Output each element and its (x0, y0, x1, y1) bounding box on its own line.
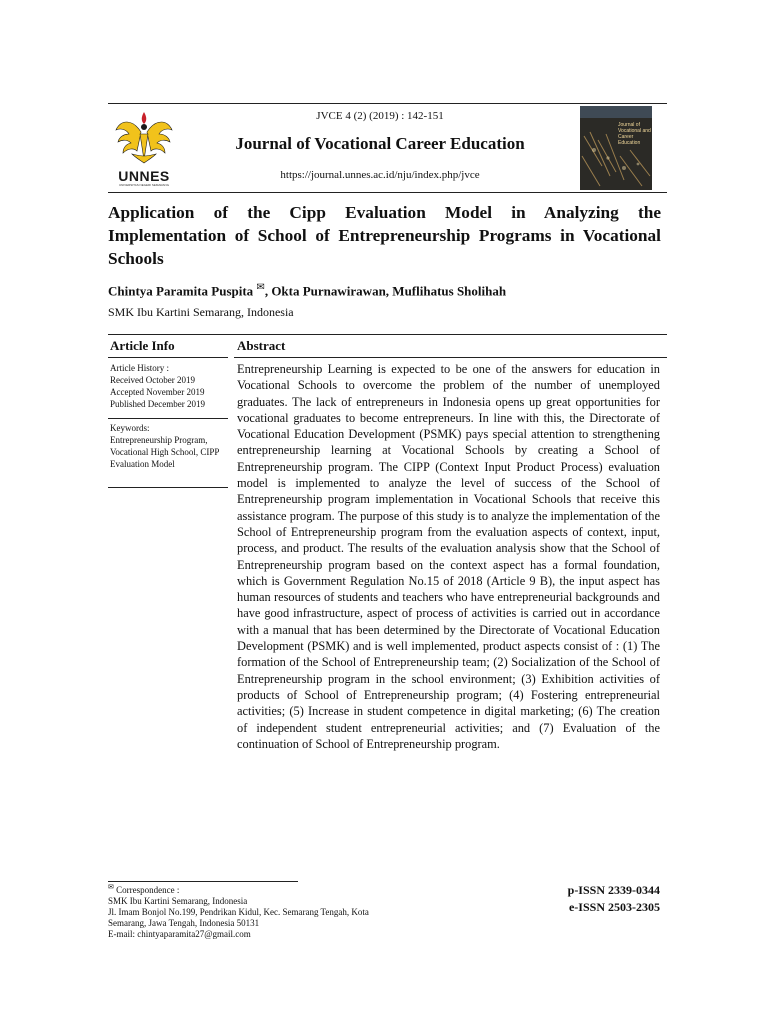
article-title: Application of the Cipp Evaluation Model in Analyzing the Implementation of School of Entrepreneurship Programs in Vocational Schools (108, 203, 661, 268)
article-history (110, 362, 230, 410)
correspondence-label: Correspondence : (116, 885, 180, 895)
p-issn: p-ISSN 2339-0344 (567, 883, 660, 897)
unnes-logo (110, 108, 178, 188)
journal-cover-image (580, 106, 652, 190)
keywords-list: Entrepreneurship Program, Vocational High School, CIPP Evaluation Model (110, 435, 220, 469)
keywords-block (110, 422, 230, 470)
accepted-date: Accepted November 2019 (110, 387, 205, 397)
correspondence-line2: Jl. Imam Bonjol No.199, Pendrikan Kidul, Kec. Semarang Tengah, Kota (108, 907, 369, 917)
e-issn: e-ISSN 2503-2305 (568, 900, 660, 914)
journal-citation: JVCE 4 (2) (2019) : 142-151 (316, 110, 444, 122)
first-author: Chintya Paramita Puspita (108, 283, 254, 299)
published-date: Published December 2019 (110, 399, 205, 409)
correspondence-email[interactable]: E-mail: chintyaparamita27@gmail.com (108, 929, 251, 939)
unnes-emblem-icon (110, 108, 178, 170)
issn-block (568, 882, 660, 916)
keywords-label: Keywords: (110, 423, 150, 433)
info-divider-rule (108, 418, 228, 419)
envelope-icon: ✉ (108, 883, 114, 891)
cover-pattern-icon (580, 106, 652, 190)
article-info-heading: Article Info (110, 338, 175, 353)
received-date: Received October 2019 (110, 375, 195, 385)
header-bottom-rule (108, 192, 667, 193)
info-header-rule (108, 357, 228, 358)
correspondence-line3: Semarang, Jawa Tengah, Indonesia 50131 (108, 918, 260, 928)
correspondence-label-row (108, 882, 448, 896)
logo-text: UNNES (118, 168, 170, 184)
abstract-heading: Abstract (237, 338, 286, 353)
other-authors: , Okta Purnawirawan, Muflihatus Sholihah (264, 283, 507, 299)
abstract-header-rule (234, 357, 667, 358)
header-top-rule (108, 103, 667, 104)
section-top-rule (108, 334, 667, 335)
correspondence-mark: ✉ (256, 282, 265, 293)
cover-title: Journal of Vocational and Career Education (618, 122, 651, 146)
history-label: Article History : (110, 363, 169, 373)
logo-subtext: UNIVERSITAS NEGERI SEMARANG (118, 183, 170, 187)
info-bottom-rule (108, 487, 228, 488)
correspondence-line1: SMK Ibu Kartini Semarang, Indonesia (108, 896, 248, 906)
journal-url[interactable]: https://journal.unnes.ac.id/nju/index.php/jvce (280, 169, 480, 181)
affiliation: SMK Ibu Kartini Semarang, Indonesia (108, 305, 294, 319)
author-list (108, 282, 506, 299)
journal-name: Journal of Vocational Career Education (235, 134, 525, 153)
abstract-body: Entrepreneurship Learning is expected to be one of the answers for education in Vocational Schools to overcome the problem of the number of unemployed graduates. The lack of entrepreneurs in Indonesia opens up great opportunities for vocational graduates to become entrepreneurs. In line with this, the Directorate of Vocational Education Development (PSMK) pays special attention to strengthening entrepreneurship learning at Vocational Schools by creating a School of Entrepreneurship program. The CIPP (Context Input Product Process) evaluation model is implemented to analyze the level of success of the School of Entrepreneurship program implementation in Vocational Schools that receive this assistance program. The purpose of this study is to analyze the implementation of the School of Entrepreneurship program from the evaluation aspects of context, input, process, and product. The results of the evaluation analysis show that the School of Entrepreneurship program based on the context aspect has a formal foundation, which is Government Regulation No.15 of 2018 (Article 9 B), the input aspect has human resources of students and teachers who have entrepreneurial backgrounds and have good infrastructure, aspect of process of activities is carried out in accordance with a manual that has been determined by the Directorate of Vocational Education Development (PSMK) and is well implemented, product aspects consist of : (1) The formation of the School of Entrepreneurship team; (2) Socialization of the School of Entrepreneurship program in the school environment; (3) Exhibition activities of products of School of Entrepreneurship program; (4) Fostering entrepreneurial activities; (5) Increase in student competence in digital marketing; (6) The creation of independent student entrepreneurial activities; and (7) Evaluation of the continuation of School of Entrepreneurship program. (237, 362, 660, 751)
correspondence-block (108, 882, 448, 940)
